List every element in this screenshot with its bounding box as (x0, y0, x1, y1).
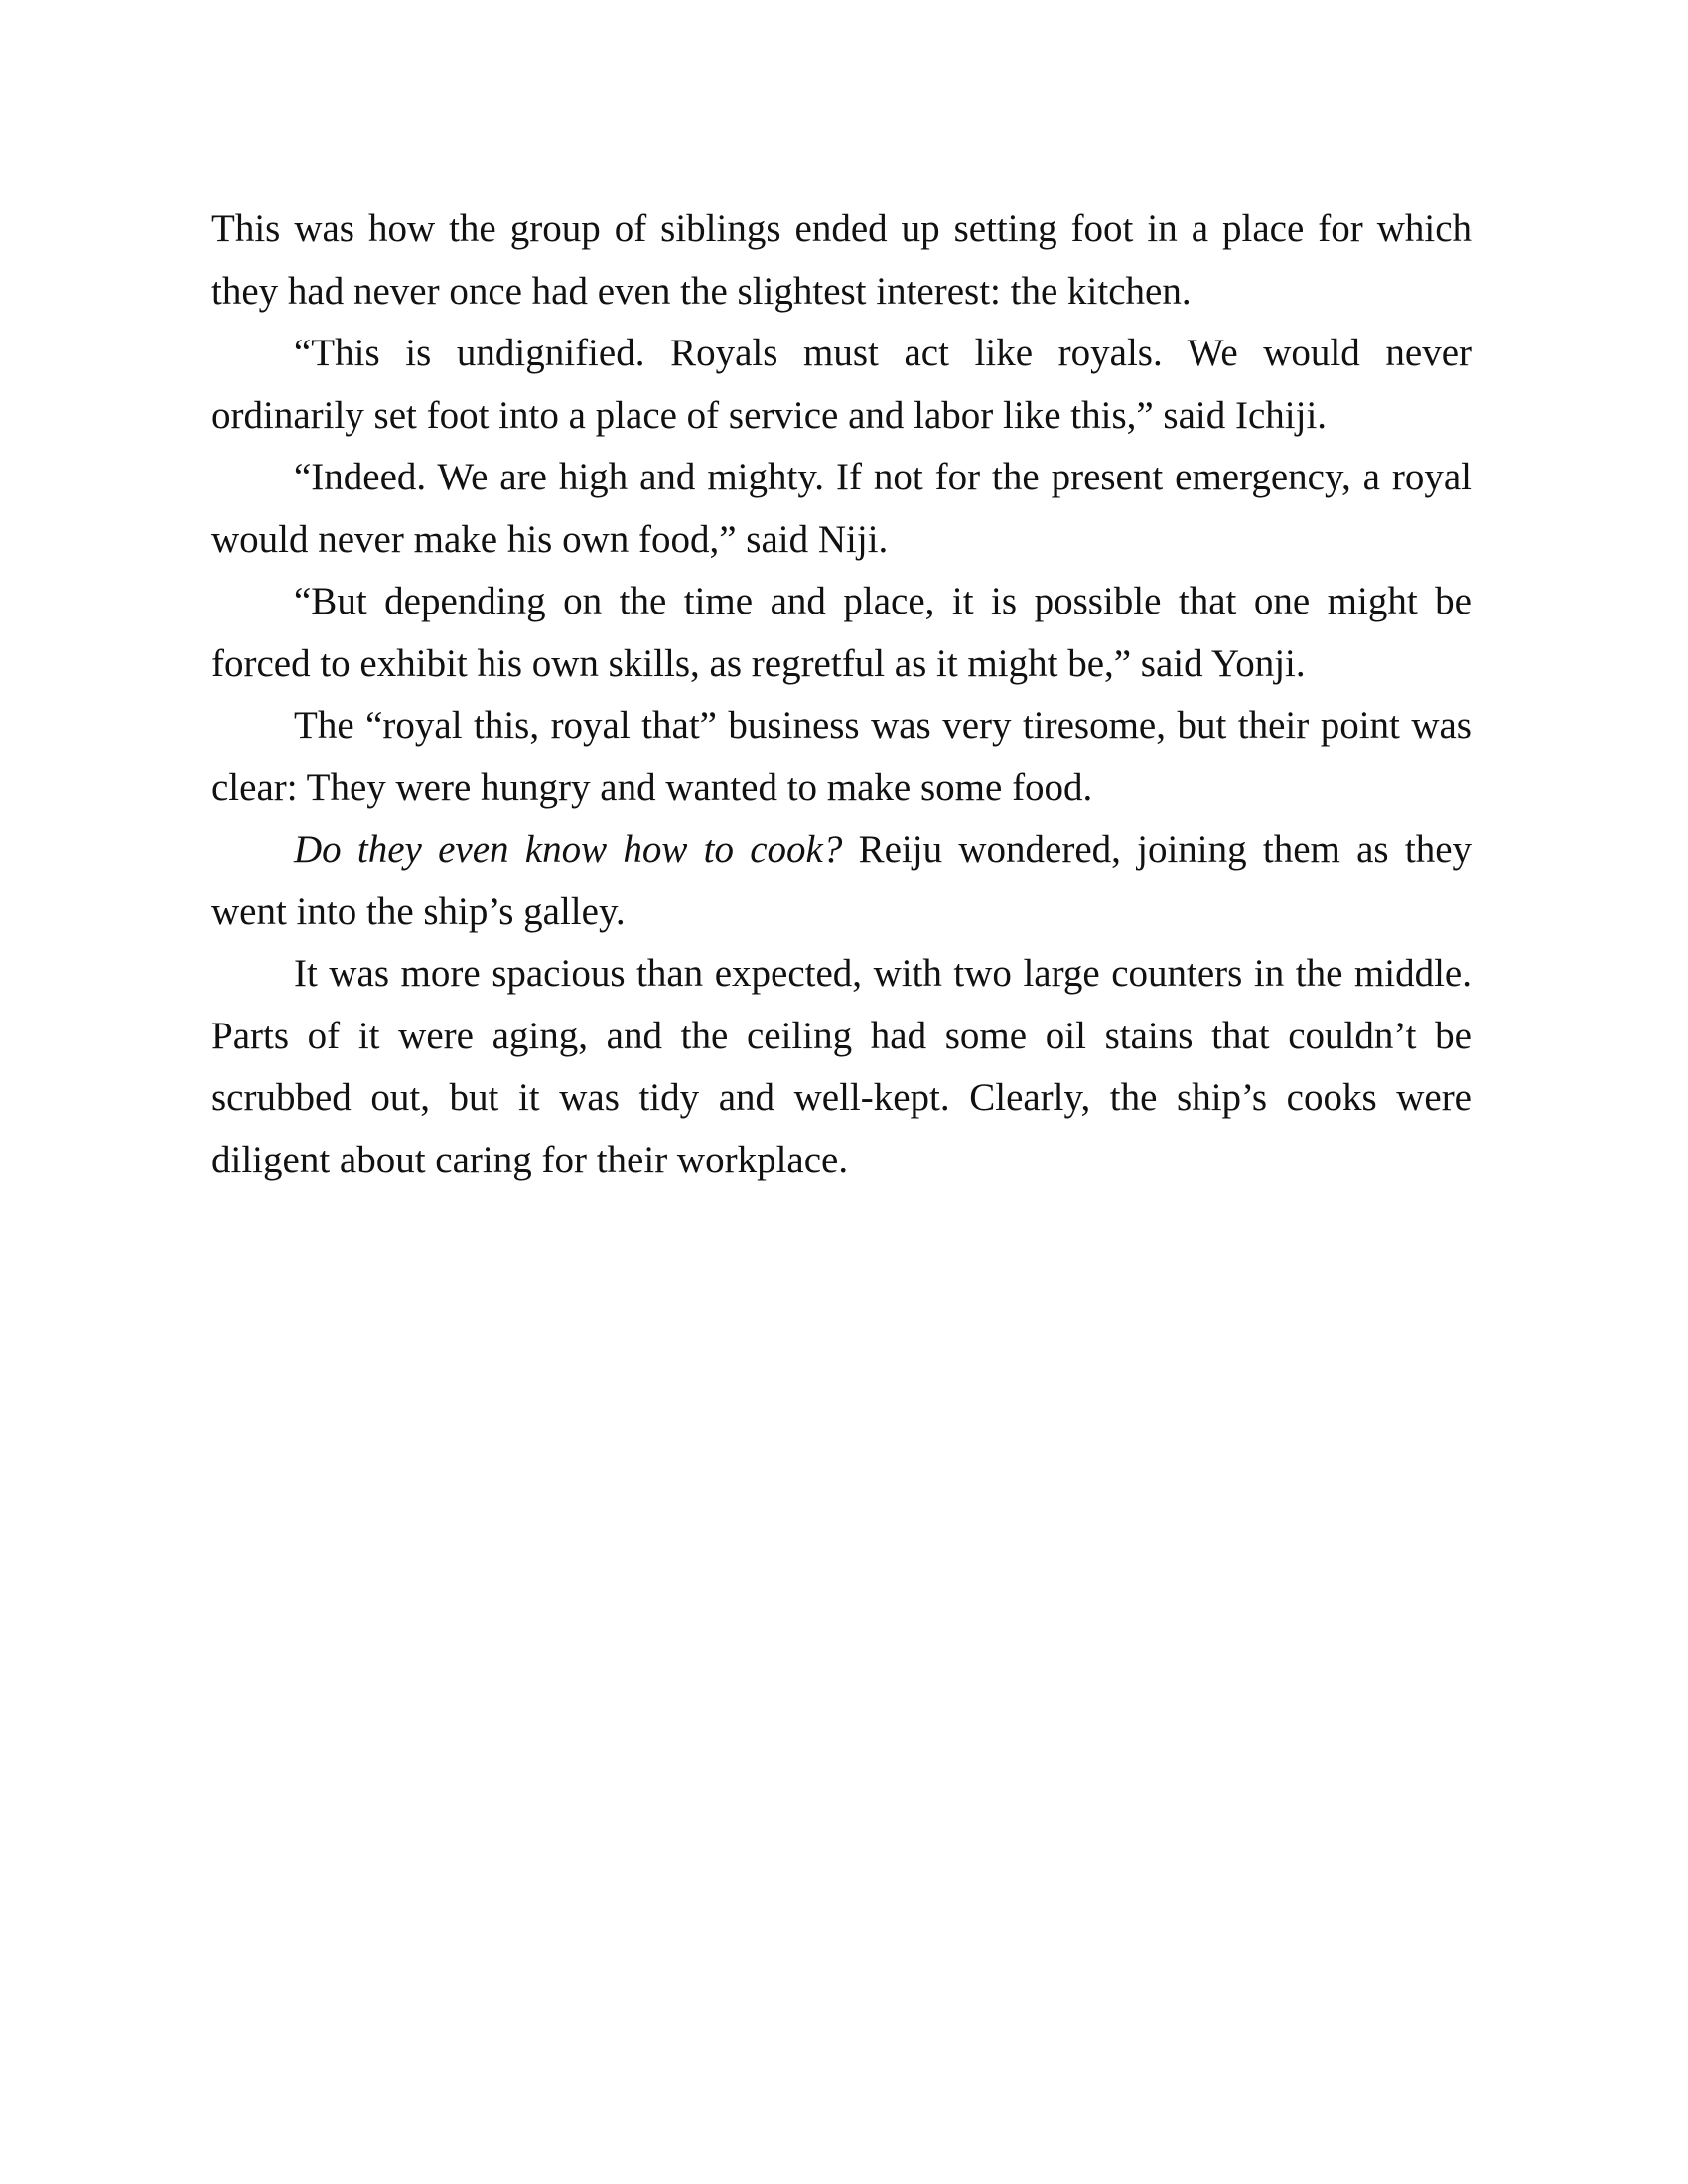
paragraph-4 (211, 571, 1472, 695)
paragraph-text: Reiju wondered, joining them as they went into the ship’s galley. (211, 828, 1473, 933)
paragraph-5 (211, 695, 1472, 819)
paragraph-text: “This is undignified. Royals must act like royals. We would never ordinarily set foot into a place of service and labor like this,” said Ichiji. (211, 332, 1472, 437)
paragraph-text: This was how the group of siblings ended up setting foot in a place for which they had never once had even the slightest interest: the kitchen. (211, 207, 1472, 313)
paragraph-3 (211, 447, 1472, 571)
paragraph-7 (211, 943, 1472, 1191)
paragraph-text: “Indeed. We are high and mighty. If not for the present emergency, a royal would never make his own food,” said Niji. (211, 456, 1472, 561)
paragraph-text: The “royal this, royal that” business was very tiresome, but their point was clear: They were hungry and wanted to make some food. (211, 704, 1472, 809)
paragraph-1 (211, 199, 1472, 323)
document-page (211, 199, 1472, 1191)
paragraph-text: “But depending on the time and place, it is possible that one might be forced to exhibit his own skills, as regretful as it might be,” said Yonji. (211, 580, 1472, 685)
paragraph-2 (211, 323, 1472, 447)
italic-thought: Do they even know how to cook? (294, 828, 843, 871)
paragraph-6 (211, 819, 1472, 943)
paragraph-text: It was more spacious than expected, with two large counters in the middle. Parts of it were aging, and the ceiling had some oil stains that couldn’t be scrubbed out, but it was tidy and well-kept. Clearly, the ship’s cooks were diligent about caring for their workplace. (211, 952, 1472, 1181)
